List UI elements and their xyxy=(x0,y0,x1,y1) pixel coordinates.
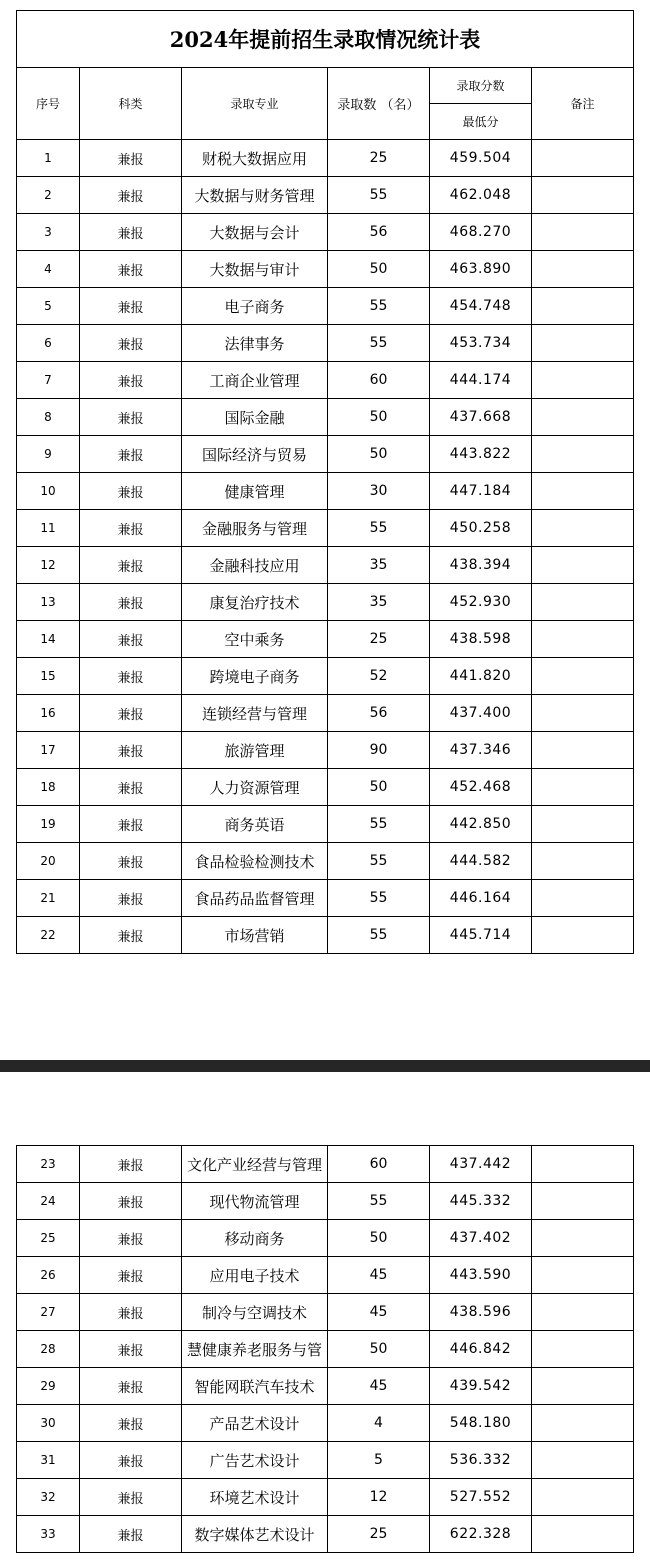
row-min-score: 441.820 xyxy=(430,658,532,695)
row-min-score: 463.890 xyxy=(430,251,532,288)
row-major: 国际金融 xyxy=(182,399,328,436)
row-major: 法律事务 xyxy=(182,325,328,362)
row-major: 食品药品监督管理 xyxy=(182,880,328,917)
table-row xyxy=(17,547,634,584)
row-kind: 兼报 xyxy=(80,1368,182,1405)
row-seq: 11 xyxy=(17,510,80,547)
row-kind: 兼报 xyxy=(80,214,182,251)
row-kind: 兼报 xyxy=(80,547,182,584)
table-row xyxy=(17,1183,634,1220)
row-count: 25 xyxy=(328,140,430,177)
row-note xyxy=(532,510,634,547)
row-min-score: 450.258 xyxy=(430,510,532,547)
row-count: 60 xyxy=(328,362,430,399)
row-min-score: 438.394 xyxy=(430,547,532,584)
table-row xyxy=(17,769,634,806)
row-count: 12 xyxy=(328,1479,430,1516)
row-min-score: 452.468 xyxy=(430,769,532,806)
row-min-score: 444.174 xyxy=(430,362,532,399)
row-count: 55 xyxy=(328,177,430,214)
row-seq: 9 xyxy=(17,436,80,473)
row-note xyxy=(532,547,634,584)
row-seq: 25 xyxy=(17,1220,80,1257)
table-row xyxy=(17,1294,634,1331)
row-min-score: 527.552 xyxy=(430,1479,532,1516)
table-row xyxy=(17,584,634,621)
row-major: 商务英语 xyxy=(182,806,328,843)
table-row xyxy=(17,362,634,399)
table-row xyxy=(17,806,634,843)
row-major: 文化产业经营与管理 xyxy=(182,1146,328,1183)
row-seq: 13 xyxy=(17,584,80,621)
row-count: 55 xyxy=(328,510,430,547)
row-note xyxy=(532,880,634,917)
table-row xyxy=(17,880,634,917)
table-row xyxy=(17,1146,634,1183)
row-count: 90 xyxy=(328,732,430,769)
row-count: 35 xyxy=(328,547,430,584)
row-seq: 23 xyxy=(17,1146,80,1183)
row-note xyxy=(532,1294,634,1331)
row-note xyxy=(532,917,634,954)
row-major: 大数据与会计 xyxy=(182,214,328,251)
row-major: 康复治疗技术 xyxy=(182,584,328,621)
header-score-group: 录取分数 xyxy=(430,68,532,104)
row-kind: 兼报 xyxy=(80,1257,182,1294)
header-major: 录取专业 xyxy=(182,68,328,140)
row-seq: 16 xyxy=(17,695,80,732)
row-count: 30 xyxy=(328,473,430,510)
row-min-score: 446.164 xyxy=(430,880,532,917)
row-kind: 兼报 xyxy=(80,658,182,695)
row-kind: 兼报 xyxy=(80,140,182,177)
row-kind: 兼报 xyxy=(80,1146,182,1183)
row-note xyxy=(532,1405,634,1442)
row-seq: 21 xyxy=(17,880,80,917)
row-count: 56 xyxy=(328,214,430,251)
row-major: 广告艺术设计 xyxy=(182,1442,328,1479)
row-seq: 32 xyxy=(17,1479,80,1516)
row-note xyxy=(532,732,634,769)
row-min-score: 437.668 xyxy=(430,399,532,436)
row-kind: 兼报 xyxy=(80,473,182,510)
page-title: 2024年提前招生录取情况统计表 xyxy=(17,11,634,68)
row-major: 市场营销 xyxy=(182,917,328,954)
row-seq: 28 xyxy=(17,1331,80,1368)
row-min-score: 446.842 xyxy=(430,1331,532,1368)
row-seq: 1 xyxy=(17,140,80,177)
table-row xyxy=(17,510,634,547)
row-seq: 29 xyxy=(17,1368,80,1405)
row-count: 45 xyxy=(328,1257,430,1294)
row-seq: 18 xyxy=(17,769,80,806)
row-note xyxy=(532,1442,634,1479)
row-min-score: 437.400 xyxy=(430,695,532,732)
row-major: 连锁经营与管理 xyxy=(182,695,328,732)
table-row xyxy=(17,436,634,473)
row-seq: 3 xyxy=(17,214,80,251)
row-kind: 兼报 xyxy=(80,769,182,806)
row-major: 国际经济与贸易 xyxy=(182,436,328,473)
row-note xyxy=(532,621,634,658)
row-min-score: 444.582 xyxy=(430,843,532,880)
row-count: 50 xyxy=(328,769,430,806)
row-count: 5 xyxy=(328,1442,430,1479)
row-kind: 兼报 xyxy=(80,732,182,769)
row-count: 50 xyxy=(328,436,430,473)
row-min-score: 437.346 xyxy=(430,732,532,769)
row-seq: 26 xyxy=(17,1257,80,1294)
row-min-score: 622.328 xyxy=(430,1516,532,1553)
row-major: 环境艺术设计 xyxy=(182,1479,328,1516)
row-major: 健康管理 xyxy=(182,473,328,510)
row-min-score: 462.048 xyxy=(430,177,532,214)
row-note xyxy=(532,399,634,436)
row-note xyxy=(532,695,634,732)
row-count: 50 xyxy=(328,399,430,436)
row-min-score: 437.442 xyxy=(430,1146,532,1183)
row-count: 55 xyxy=(328,325,430,362)
row-kind: 兼报 xyxy=(80,1183,182,1220)
row-count: 4 xyxy=(328,1405,430,1442)
row-note xyxy=(532,769,634,806)
row-note xyxy=(532,658,634,695)
row-seq: 7 xyxy=(17,362,80,399)
row-major: 慧健康养老服务与管 xyxy=(182,1331,328,1368)
row-min-score: 454.748 xyxy=(430,288,532,325)
admission-table-part1 xyxy=(16,10,634,954)
row-min-score: 439.542 xyxy=(430,1368,532,1405)
row-seq: 5 xyxy=(17,288,80,325)
row-min-score: 548.180 xyxy=(430,1405,532,1442)
row-min-score: 445.714 xyxy=(430,917,532,954)
row-note xyxy=(532,1146,634,1183)
row-min-score: 442.850 xyxy=(430,806,532,843)
row-min-score: 438.596 xyxy=(430,1294,532,1331)
row-note xyxy=(532,251,634,288)
row-note xyxy=(532,1220,634,1257)
row-seq: 24 xyxy=(17,1183,80,1220)
row-min-score: 453.734 xyxy=(430,325,532,362)
table-row xyxy=(17,399,634,436)
row-seq: 6 xyxy=(17,325,80,362)
row-major: 人力资源管理 xyxy=(182,769,328,806)
row-kind: 兼报 xyxy=(80,917,182,954)
row-major: 电子商务 xyxy=(182,288,328,325)
row-seq: 10 xyxy=(17,473,80,510)
row-kind: 兼报 xyxy=(80,1220,182,1257)
row-note xyxy=(532,1257,634,1294)
row-major: 旅游管理 xyxy=(182,732,328,769)
row-min-score: 452.930 xyxy=(430,584,532,621)
header-seq: 序号 xyxy=(17,68,80,140)
header-score-min: 最低分 xyxy=(430,104,532,140)
row-count: 60 xyxy=(328,1146,430,1183)
row-seq: 2 xyxy=(17,177,80,214)
row-min-score: 468.270 xyxy=(430,214,532,251)
row-count: 52 xyxy=(328,658,430,695)
row-major: 金融服务与管理 xyxy=(182,510,328,547)
row-min-score: 445.332 xyxy=(430,1183,532,1220)
row-kind: 兼报 xyxy=(80,436,182,473)
table-row xyxy=(17,1405,634,1442)
row-kind: 兼报 xyxy=(80,806,182,843)
header-count: 录取数 （名） xyxy=(328,68,430,140)
table-row xyxy=(17,1479,634,1516)
row-count: 50 xyxy=(328,1220,430,1257)
row-count: 55 xyxy=(328,288,430,325)
row-note xyxy=(532,140,634,177)
row-kind: 兼报 xyxy=(80,399,182,436)
row-min-score: 443.822 xyxy=(430,436,532,473)
table-row xyxy=(17,621,634,658)
header-note: 备注 xyxy=(532,68,634,140)
row-note xyxy=(532,584,634,621)
table-row xyxy=(17,251,634,288)
row-seq: 14 xyxy=(17,621,80,658)
row-kind: 兼报 xyxy=(80,325,182,362)
page-separator xyxy=(0,1060,650,1072)
row-kind: 兼报 xyxy=(80,1516,182,1553)
row-kind: 兼报 xyxy=(80,1442,182,1479)
row-note xyxy=(532,1516,634,1553)
table-row xyxy=(17,658,634,695)
row-note xyxy=(532,1331,634,1368)
row-min-score: 447.184 xyxy=(430,473,532,510)
row-major: 财税大数据应用 xyxy=(182,140,328,177)
row-major: 空中乘务 xyxy=(182,621,328,658)
row-kind: 兼报 xyxy=(80,1331,182,1368)
row-min-score: 438.598 xyxy=(430,621,532,658)
row-seq: 31 xyxy=(17,1442,80,1479)
row-count: 55 xyxy=(328,806,430,843)
row-note xyxy=(532,473,634,510)
row-seq: 27 xyxy=(17,1294,80,1331)
row-note xyxy=(532,288,634,325)
row-count: 55 xyxy=(328,917,430,954)
row-note xyxy=(532,362,634,399)
row-min-score: 437.402 xyxy=(430,1220,532,1257)
row-major: 工商企业管理 xyxy=(182,362,328,399)
table-row xyxy=(17,843,634,880)
table-row xyxy=(17,288,634,325)
table-row xyxy=(17,140,634,177)
row-major: 金融科技应用 xyxy=(182,547,328,584)
row-kind: 兼报 xyxy=(80,621,182,658)
row-note xyxy=(532,806,634,843)
row-count: 55 xyxy=(328,843,430,880)
row-min-score: 443.590 xyxy=(430,1257,532,1294)
row-note xyxy=(532,325,634,362)
table-row xyxy=(17,325,634,362)
table-row xyxy=(17,1442,634,1479)
row-major: 数字媒体艺术设计 xyxy=(182,1516,328,1553)
row-kind: 兼报 xyxy=(80,1479,182,1516)
row-seq: 15 xyxy=(17,658,80,695)
table-row xyxy=(17,1516,634,1553)
row-seq: 33 xyxy=(17,1516,80,1553)
row-kind: 兼报 xyxy=(80,510,182,547)
row-note xyxy=(532,436,634,473)
row-major: 大数据与审计 xyxy=(182,251,328,288)
row-major: 应用电子技术 xyxy=(182,1257,328,1294)
row-count: 45 xyxy=(328,1294,430,1331)
table-row xyxy=(17,1331,634,1368)
table-row xyxy=(17,917,634,954)
row-major: 移动商务 xyxy=(182,1220,328,1257)
row-min-score: 536.332 xyxy=(430,1442,532,1479)
row-seq: 22 xyxy=(17,917,80,954)
row-major: 跨境电子商务 xyxy=(182,658,328,695)
row-seq: 8 xyxy=(17,399,80,436)
table-row xyxy=(17,1220,634,1257)
row-count: 50 xyxy=(328,251,430,288)
row-note xyxy=(532,214,634,251)
table-row xyxy=(17,1368,634,1405)
admission-table-part2 xyxy=(16,1145,634,1553)
row-kind: 兼报 xyxy=(80,251,182,288)
table-row xyxy=(17,473,634,510)
row-seq: 4 xyxy=(17,251,80,288)
header-kind: 科类 xyxy=(80,68,182,140)
row-seq: 30 xyxy=(17,1405,80,1442)
row-seq: 19 xyxy=(17,806,80,843)
row-seq: 12 xyxy=(17,547,80,584)
row-count: 35 xyxy=(328,584,430,621)
table-row xyxy=(17,214,634,251)
row-major: 现代物流管理 xyxy=(182,1183,328,1220)
row-note xyxy=(532,1183,634,1220)
row-note xyxy=(532,843,634,880)
row-kind: 兼报 xyxy=(80,1294,182,1331)
row-kind: 兼报 xyxy=(80,695,182,732)
row-kind: 兼报 xyxy=(80,177,182,214)
row-kind: 兼报 xyxy=(80,1405,182,1442)
row-count: 56 xyxy=(328,695,430,732)
row-note xyxy=(532,177,634,214)
row-kind: 兼报 xyxy=(80,584,182,621)
table-row xyxy=(17,177,634,214)
row-count: 45 xyxy=(328,1368,430,1405)
row-major: 食品检验检测技术 xyxy=(182,843,328,880)
row-kind: 兼报 xyxy=(80,288,182,325)
row-kind: 兼报 xyxy=(80,843,182,880)
row-kind: 兼报 xyxy=(80,880,182,917)
row-count: 55 xyxy=(328,1183,430,1220)
row-major: 智能网联汽车技术 xyxy=(182,1368,328,1405)
row-count: 50 xyxy=(328,1331,430,1368)
table-row xyxy=(17,732,634,769)
row-major: 制冷与空调技术 xyxy=(182,1294,328,1331)
row-min-score: 459.504 xyxy=(430,140,532,177)
row-kind: 兼报 xyxy=(80,362,182,399)
row-count: 25 xyxy=(328,621,430,658)
row-count: 55 xyxy=(328,880,430,917)
row-major: 大数据与财务管理 xyxy=(182,177,328,214)
row-note xyxy=(532,1479,634,1516)
table-row xyxy=(17,1257,634,1294)
row-count: 25 xyxy=(328,1516,430,1553)
row-major: 产品艺术设计 xyxy=(182,1405,328,1442)
row-seq: 20 xyxy=(17,843,80,880)
row-seq: 17 xyxy=(17,732,80,769)
row-note xyxy=(532,1368,634,1405)
table-row xyxy=(17,695,634,732)
